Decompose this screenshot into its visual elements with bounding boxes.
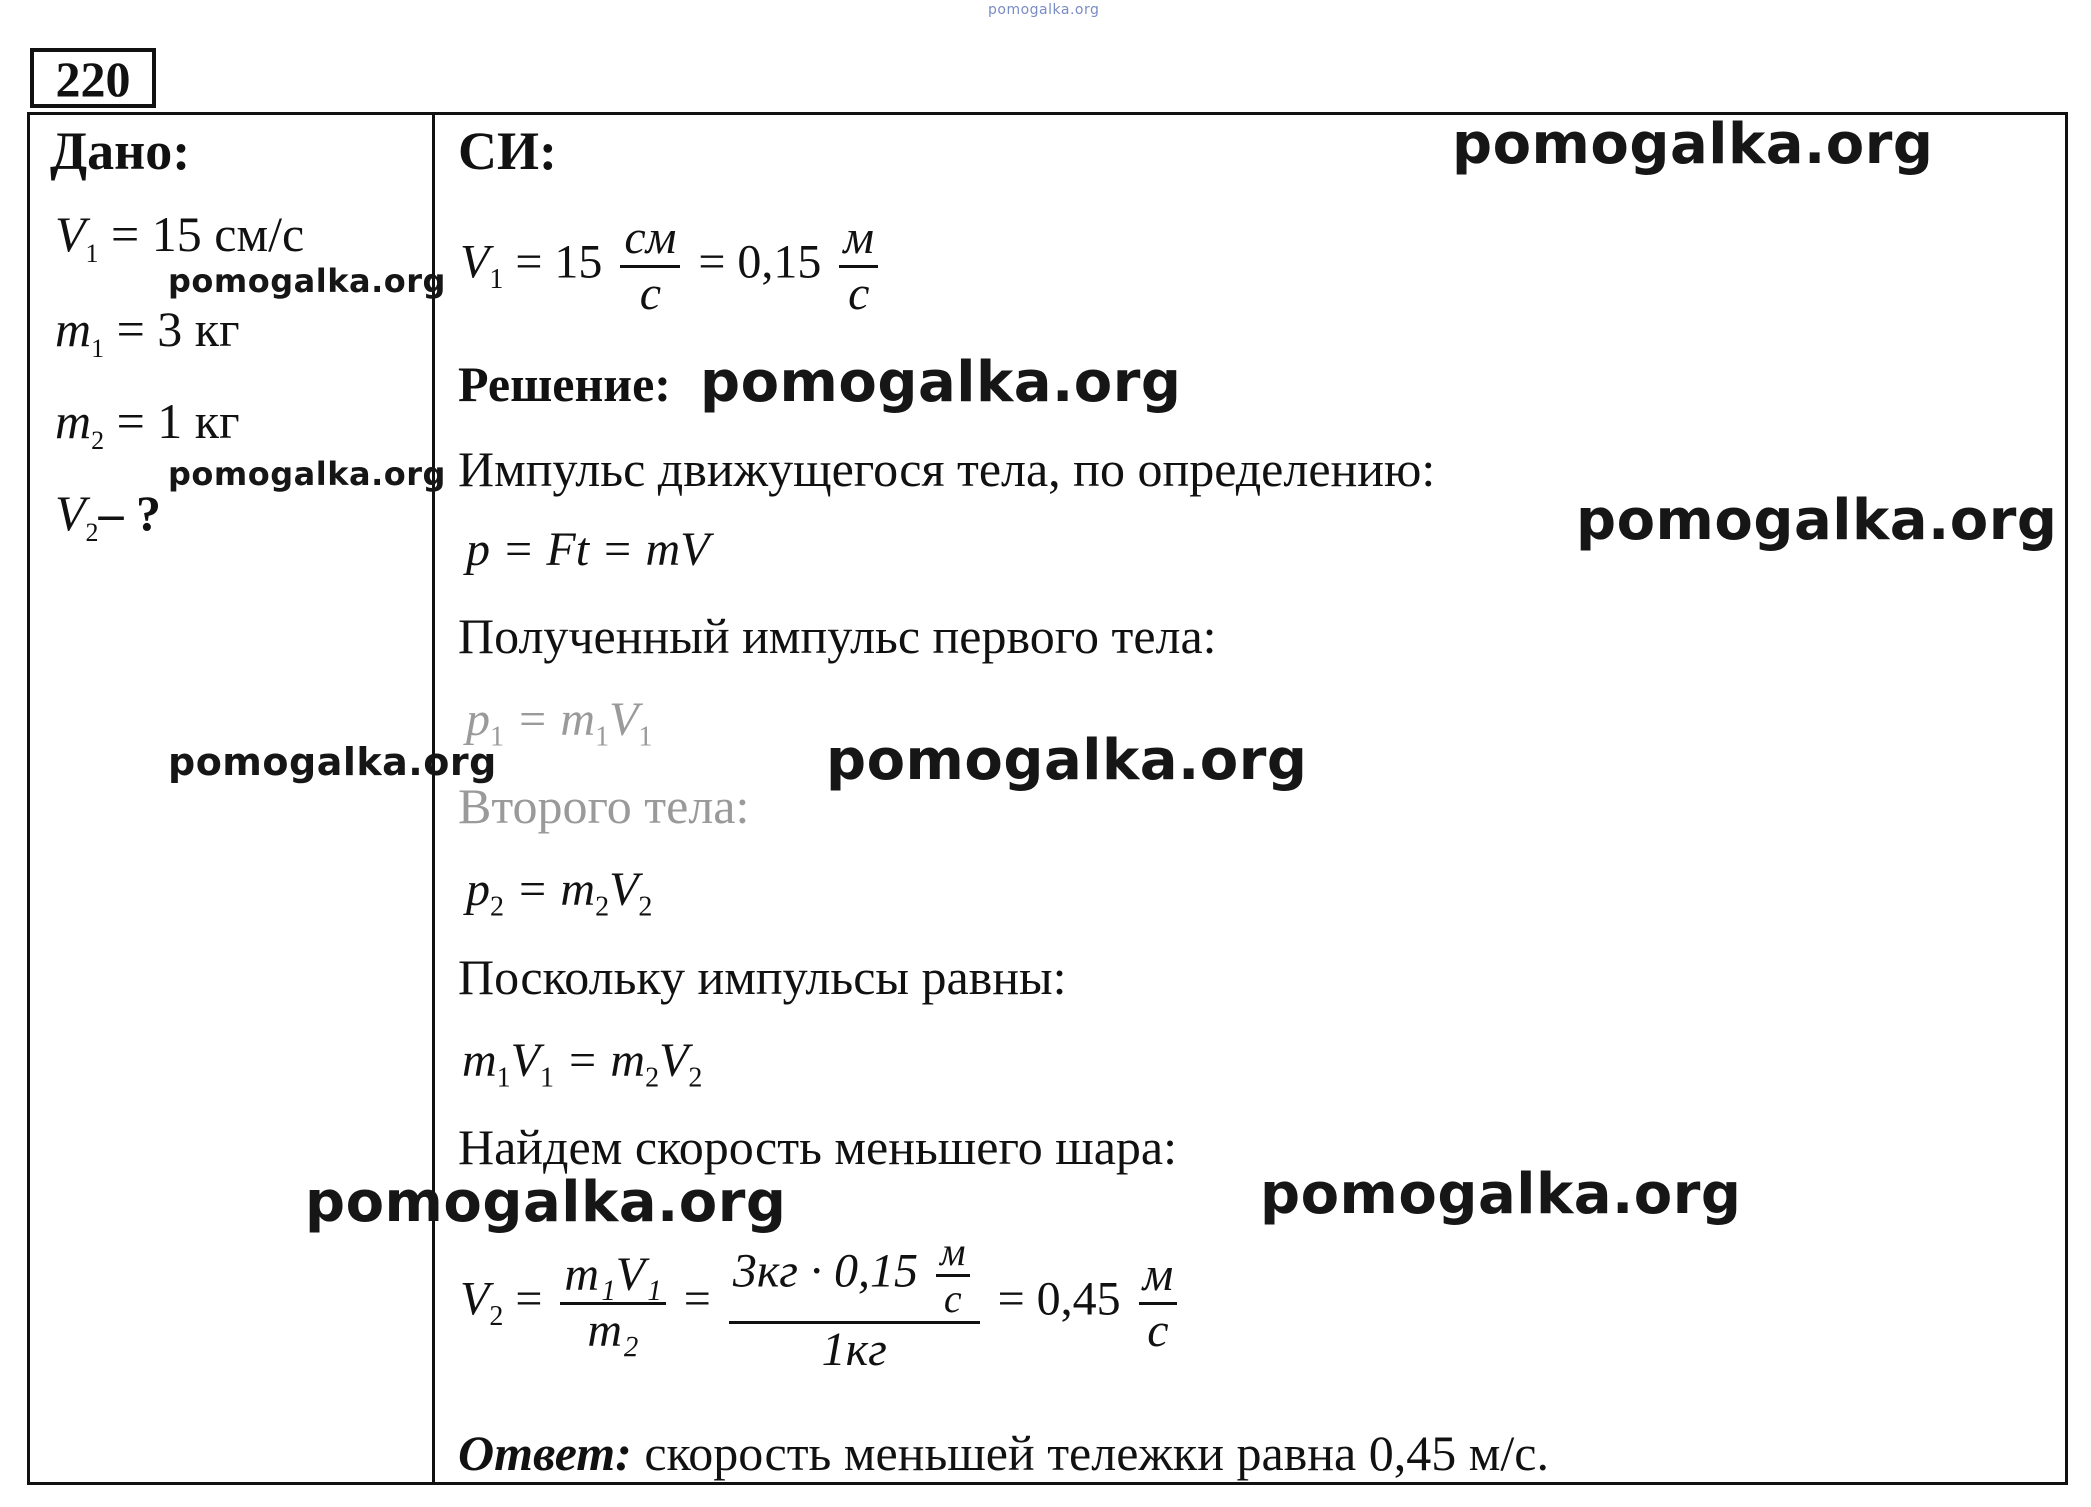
watermark-6: pomogalka.org — [168, 740, 497, 784]
top-watermark: pomogalka.org — [988, 2, 1100, 18]
watermark-2: pomogalka.org — [168, 262, 446, 300]
given-m2: $m_2 = 1$ кг — [55, 393, 240, 455]
answer: Ответ: скорость меньшей тележки равна 0,45 м/с. — [458, 1425, 1549, 1481]
watermark-8: pomogalka.org — [305, 1170, 787, 1235]
given-heading: Дано: — [50, 121, 191, 181]
given-v2-unknown: $V_2-$ ? — [55, 485, 162, 547]
si-heading: СИ: — [458, 121, 557, 181]
problem-number: 220 — [30, 48, 156, 108]
watermark-5: pomogalka.org — [1576, 488, 2058, 553]
solution-line-3: Второго тела: — [458, 778, 750, 834]
given-m1: $m_1 = 3$ кг — [55, 301, 240, 363]
solution-line-4: Поскольку импульсы равны: — [458, 949, 1067, 1005]
watermark-7: pomogalka.org — [826, 728, 1308, 793]
given-v1: $V_1 = 15$ см/с — [55, 206, 305, 268]
formula-p2: $p_2 = m_2V_2$ — [466, 863, 653, 923]
solution-line-2: Полученный импульс первого тела: — [458, 608, 1217, 664]
watermark-3: pomogalka.org — [700, 350, 1182, 415]
watermark-4: pomogalka.org — [168, 455, 446, 493]
solution-line-5: Найдем скорость меньшего шара: — [458, 1119, 1177, 1175]
si-conversion: $V_1 = 15$ $\frac{см}{с}$ = 0,15 $\frac{м}{с}$ — [460, 212, 884, 321]
watermark-1: pomogalka.org — [1452, 112, 1934, 177]
solution-heading: Решение: — [458, 356, 671, 412]
formula-p1: $p_1 = m_1V_1$ — [466, 693, 653, 753]
formula-equal-momentum: $m_1V_1 = m_2V_2$ — [462, 1034, 703, 1094]
formula-v2: $V_2$ = $\frac{\text{m₁V₁}}{\text{m₂}}$ = 3кг · 0,15 $\frac{м}{с}$ 1кг = 0,45 $\frac{м}{с}$ — [460, 1230, 1183, 1377]
watermark-9: pomogalka.org — [1260, 1162, 1742, 1227]
formula-momentum: p = Ft = mV — [466, 523, 710, 576]
solution-line-1: Импульс движущегося тела, по определению: — [458, 441, 1436, 497]
column-divider — [432, 112, 435, 1485]
